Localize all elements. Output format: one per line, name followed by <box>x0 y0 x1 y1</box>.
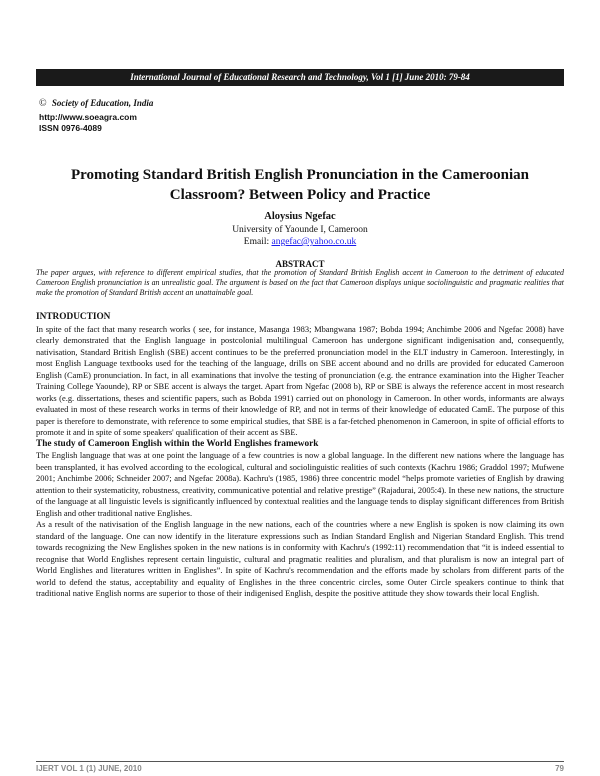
section-heading-introduction: INTRODUCTION <box>36 312 111 322</box>
footer-journal-ref: IJERT VOL 1 (1) JUNE, 2010 <box>36 764 142 773</box>
publisher-url[interactable]: http://www.soeagra.com <box>39 112 137 122</box>
copyright-icon: © <box>39 98 47 109</box>
author-name: Aloysius Ngefac <box>264 211 336 222</box>
email-label: Email: <box>243 237 270 247</box>
society-line <box>39 98 153 109</box>
page-number: 79 <box>555 764 564 773</box>
journal-header: International Journal of Educational Research and Technology, Vol 1 [1] June 2010: 79-84 <box>36 69 564 86</box>
issn: ISSN 0976-4089 <box>39 123 102 133</box>
author-email-link[interactable]: angefac@yahoo.co.uk <box>271 237 357 247</box>
footer-divider <box>36 761 564 762</box>
society-name: Society of Education, India <box>51 98 154 108</box>
paragraph: As a result of the nativisation of the English language in the new nations, each of the countries where a new English is spoken is now claiming its own standard of the language. One can now identify in the literature expressions such as Indian Standard English and Nigerian Standard English. This trend towards recognizing the New Englishes spoken in the new nations is in conformity with Kachru's (1992:11) recommendation that “it is indeed essential to recognise that World Englishes represent certain linguistic, cultural and pragmatic realities and pluralism, and that pluralism is now an integral part of World Englishes and literatures written in Englishes”. In spite of Kachru's recommendation and the efforts made by scholars from different parts of the world to defend the status, acceptability and equality of Englishes in the three concentric circles, some Outer Circle speakers continue to think that traditional native English norms are superior to those of their indigenised English, despite the positive attitude they show towards their local English. <box>36 519 564 598</box>
author-email-line <box>36 237 564 247</box>
section-heading-world-englishes: The study of Cameroon English within the World Englishes framework <box>36 438 319 449</box>
paragraph: The English language that was at one point the language of a few countries is now a global language. In the different new nations where the language has been transplanted, it has evolved according to the ecological, cultural and sociolinguistic realities of such contexts (Kachru 1986; Graddol 1997; Mufwene 2001; Anchimbe 2006; Schneider 2007; and Ngefac 2008a). Kachru's (1985, 1986) three concentric model “helps promote varieties of English by drawing attention to their systematicity, robustness, creativity, communicative potential and relative prestige” (Rajadurai, 2005:4). In these new nations, the structure of the language at all linguistic levels is significantly influenced by contextual realities and the language tends to display significant differences from British English and other traditional native Englishes. <box>36 450 564 518</box>
paper-title: Promoting Standard British English Pronunciation in the Cameroonian Classroom? Between Policy and Practice <box>71 167 529 203</box>
abstract-heading: ABSTRACT <box>275 259 325 269</box>
paragraph: In spite of the fact that many research works ( see, for instance, Masanga 1983; Mbangwana 1987; Bobda 1994; Anchimbe 2006 and Ngefac 2008) have clearly demonstrated that the English language in postcolonial multilingual Cameroon has undergone significant indigenisation and, consequently, nativisation, Standard British English (SBE) accent continues to be the preferred pronunciation model in the ELT industry in Cameroon. Interestingly, in most English Language textbooks used for the teaching of the language, drills on SBE accent abound and no drills are provided for educated Cameroon English (CamE) pronunciation. In fact, in all examinations that involve the testing of pronunciation (e.g. the entrance examination into the Higher Teacher Training College Yaounde), RP or SBE accent is always the target. Apart from Ngefac (2008 b), RP or SBE is always the reference accent in most research works (e.g. dissertations, theses and scientific papers, such as Bobda 1991) carried out on phonology in Cameroon. In other words, informants are always evaluated in most of these research works in terms of their knowledge of RP, and not in terms of their knowledge of educated CamE. The purpose of this paper is therefore to demonstrate, with reference to some empirical studies, that SBE is a far-fetched phenomenon in Cameroon, in spite of official efforts to promote it and in spite of some speakers' qualification of their accent as SBE. <box>36 323 564 437</box>
abstract-text: The paper argues, with reference to different empirical studies, that the promotion of Standard British English accent in Cameroon to the detriment of educated Cameroon English pronunciation is an unrealistic goal. The argument is based on the fact that Cameroon displays unique sociolinguistic and pragmatic realities that make the promotion of Standard British accent an unattainable goal. <box>36 268 564 297</box>
author-affiliation: University of Yaounde I, Cameroon <box>232 225 368 235</box>
body-text <box>36 312 564 600</box>
